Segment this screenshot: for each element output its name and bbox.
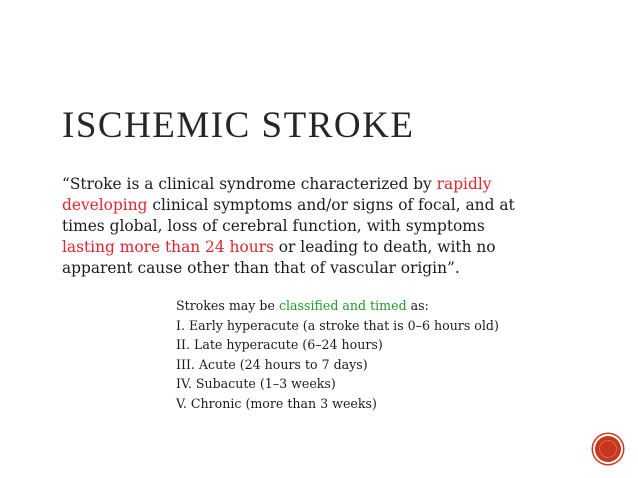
quote-highlight-rapidly-developing: rapidly developing <box>62 175 492 214</box>
slide-badge-circle-icon <box>595 436 621 462</box>
slide-title: ISCHEMIC STROKE <box>62 105 415 146</box>
quote-text-1: “Stroke is a clinical syndrome characterized by <box>62 175 437 193</box>
classification-list <box>176 296 616 413</box>
quote-text-2: clinical symptoms and/or signs of focal, and at times global, loss of cerebral function, with symptoms <box>62 196 515 235</box>
badge-inner-ring <box>599 440 617 458</box>
classification-intro <box>176 296 616 316</box>
list-item: II. Late hyperacute (6–24 hours) <box>176 337 383 352</box>
intro-highlight: classified and timed <box>278 298 407 313</box>
intro-text-before: Strokes may be <box>176 298 279 313</box>
list-item: IV. Subacute (1–3 weeks) <box>176 376 336 391</box>
quote-highlight-duration: lasting more than 24 hours <box>62 238 274 256</box>
list-item: V. Chronic (more than 3 weeks) <box>176 395 377 411</box>
intro-text-after: as: <box>406 298 429 313</box>
quote-text-3: or leading to death, with no apparent cause other than that of vascular origin”. <box>62 238 496 277</box>
definition-quote <box>62 174 542 279</box>
list-item: III. Acute (24 hours to 7 days) <box>176 356 368 372</box>
list-item: I. Early hyperacute (a stroke that is 0–6 hours old) <box>176 317 499 333</box>
